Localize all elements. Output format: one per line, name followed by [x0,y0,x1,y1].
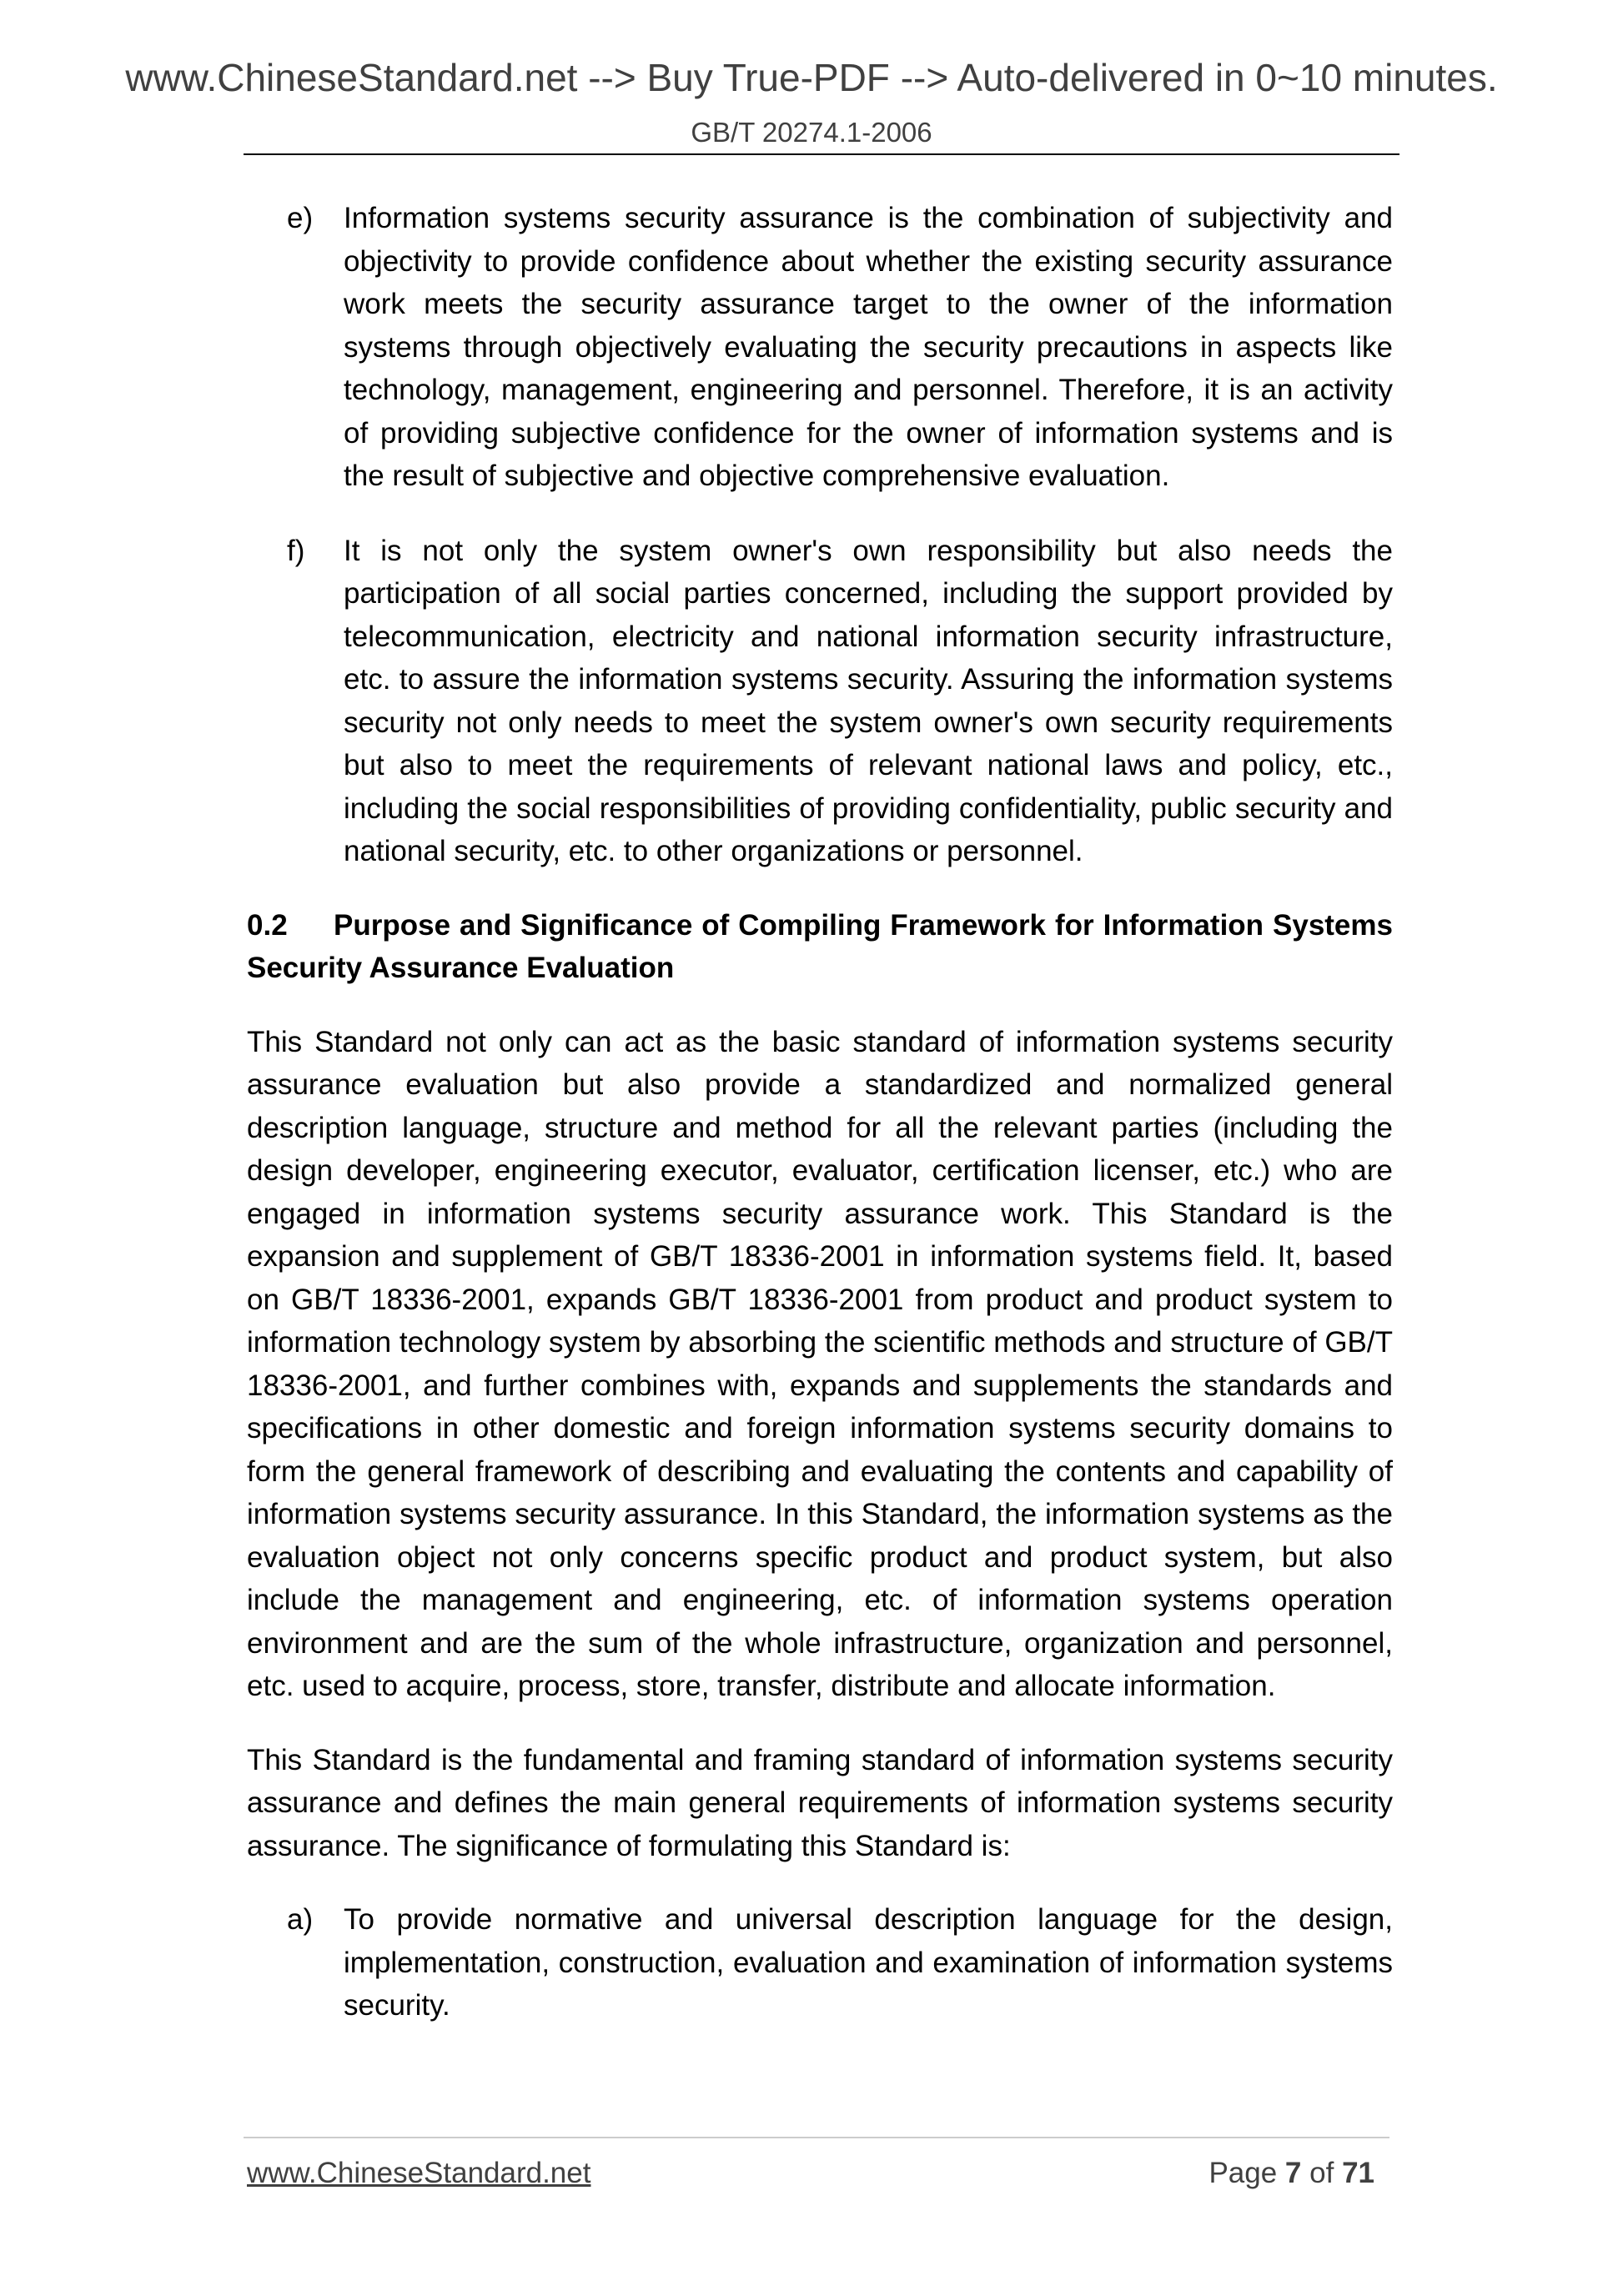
list-item-label: f) [287,534,305,567]
list-item-a [247,1898,1393,2027]
page-current: 7 [1284,2157,1302,2189]
page-number [1208,2158,1374,2188]
section-number: 0.2 [247,908,288,942]
list-item-label: a) [287,1903,314,1936]
page-of: of [1309,2157,1334,2189]
page-prefix: Page [1208,2157,1278,2189]
section-heading [247,904,1393,990]
body-paragraph: This Standard not only can act as the basic standard of information systems security assurance evaluation but also provide a standardized and normalized general description language, structure and method for all the relevant parties (including the design developer, engineering executor, evaluator, certification licenser, etc.) who are engaged in information systems security assurance work. This Standard is the expansion and supplement of GB/T 18336-2001 in information systems field. It, based on GB/T 18336-2001, expands GB/T 18336-2001 from product and product system to information technology system by absorbing the scientific methods and structure of GB/T 18336-2001, and further combines with, expands and supplements the standards and specifications in other domestic and foreign information systems security domains to form the general framework of describing and evaluating the contents and capability of information systems security assurance. In this Standard, the information systems as the evaluation object not only concerns specific product and product system, but also include the management and engineering, etc. of information systems operation environment and are the sum of the whole infrastructure, organization and personnel, etc. used to acquire, process, store, transfer, distribute and allocate information. [247,1025,1393,1702]
footer-site-link[interactable]: www.ChineseStandard.net [247,2157,591,2189]
header-banner: www.ChineseStandard.net --> Buy True-PDF --> Auto-delivered in 0~10 minutes. [125,56,1498,99]
list-item-text: To provide normative and universal description language for the design, implementation, construction, evaluation and examination of information systems security. [344,1903,1393,2022]
body-paragraph: This Standard is the fundamental and framing standard of information systems security assurance and defines the main general requirements of information systems security assurance. The significance of formulating this Standard is: [247,1743,1393,1862]
list-item-e [247,197,1393,498]
standard-id: GB/T 20274.1-2006 [691,117,932,148]
list-item-f [247,530,1393,873]
header-divider [244,153,1399,155]
list-item-label: e) [287,202,314,234]
page-total: 71 [1342,2157,1374,2189]
list-item-text: It is not only the system owner's own responsibility but also needs the participation of all social parties concerned, including the support provided by telecommunication, electricity and national information security infrastructure, etc. to assure the information systems security. Assuring the information systems security not only needs to meet the system owner's own security requirements but also to meet the requirements of relevant national laws and policy, etc., including the social responsibilities of providing confidentiality, public security and national security, etc. to other organizations or personnel. [344,534,1393,867]
footer-divider [244,2137,1389,2138]
page-content [247,197,1393,2027]
list-item-text: Information systems security assurance is the combination of subjectivity and objectivity to provide confidence about whether the existing security assurance work meets the security assurance target to the owner of the information systems through objectively evaluating the security precautions in aspects like technology, management, engineering and personnel. Therefore, it is an activity of providing subjective confidence for the owner of information systems and is the result of subjective and objective comprehensive evaluation. [344,202,1393,492]
section-title: Purpose and Significance of Compiling Framework for Information Systems Security Assurance Evaluation [247,908,1393,984]
